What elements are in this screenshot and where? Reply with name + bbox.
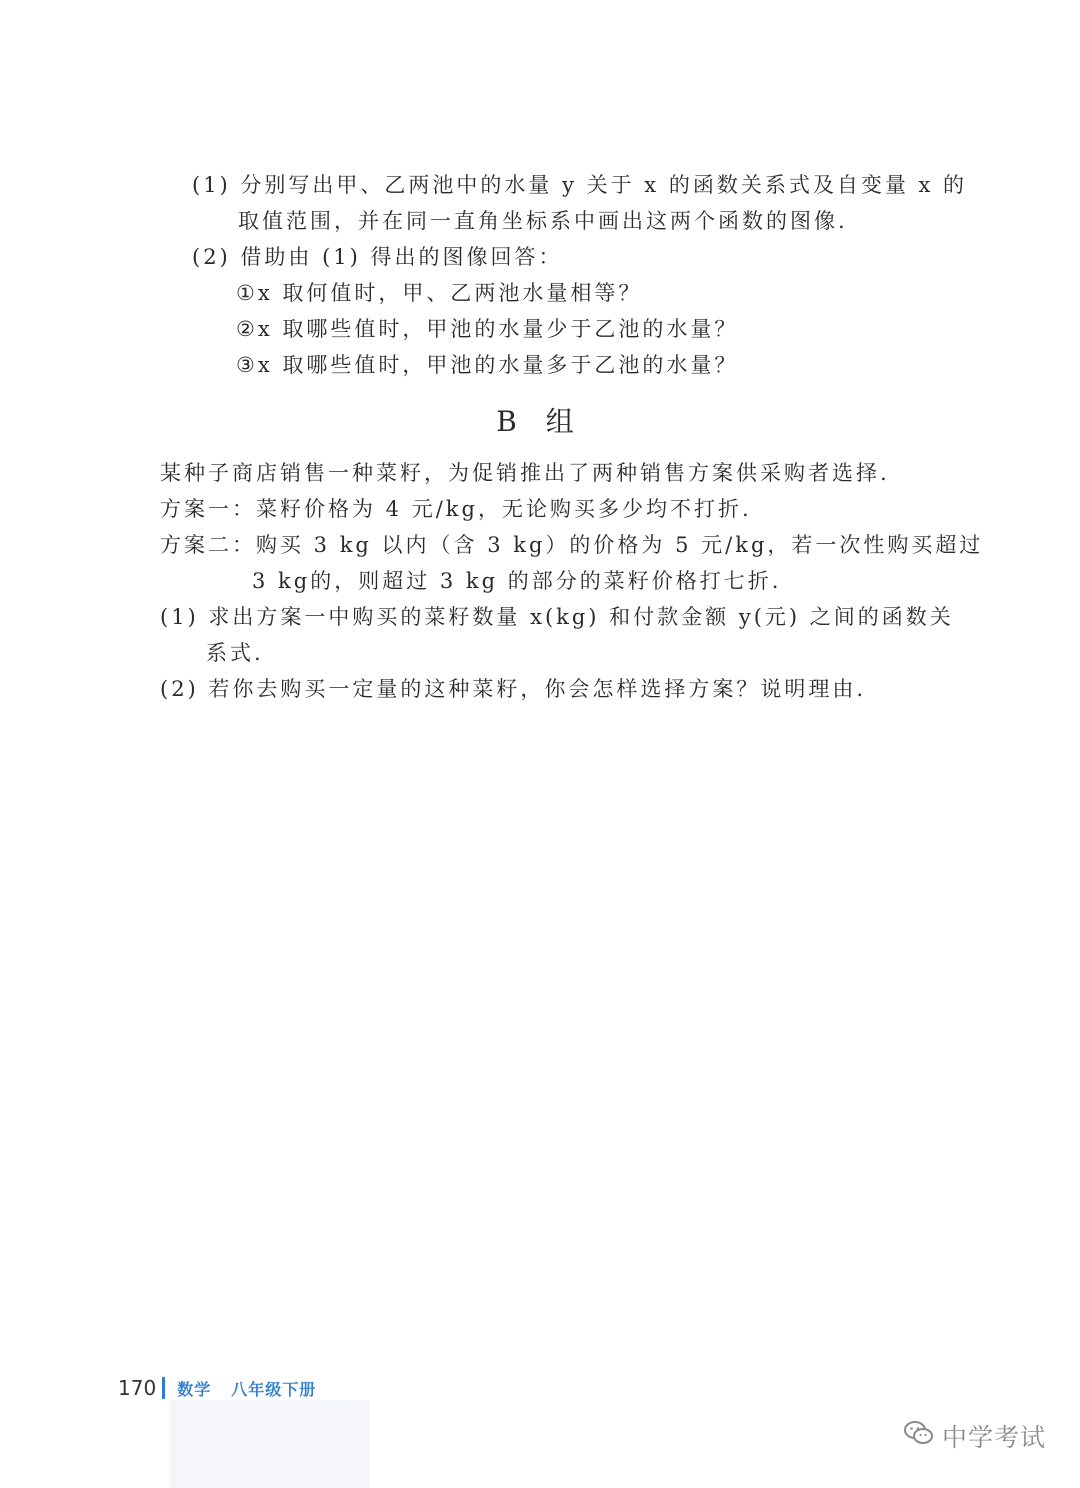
- section-heading-b: B 组: [496, 405, 584, 438]
- part-b-question-1-line-1: (1) 求出方案一中购买的菜籽数量 x(kg) 和付款金额 y(元) 之间的函数关: [160, 605, 954, 629]
- part-b-plan-2-line-1: 方案二：购买 3 kg 以内（含 3 kg）的价格为 5 元/kg，若一次性购买超过: [160, 533, 984, 557]
- footer-shade: [170, 1400, 370, 1488]
- book-subject: 数学: [177, 1379, 212, 1399]
- part-a-question-1-line-2: 取值范围，并在同一直角坐标系中画出这两个函数的图像.: [238, 209, 848, 233]
- wechat-icon: [904, 1420, 942, 1452]
- page-footer: [118, 1376, 316, 1400]
- part-b-plan-2-line-2: 3 kg的，则超过 3 kg 的部分的菜籽价格打七折.: [252, 569, 782, 593]
- watermark: [904, 1418, 1046, 1454]
- part-a-question-2-sub-2: ②x 取哪些值时，甲池的水量少于乙池的水量？: [236, 317, 739, 341]
- page-number: 170: [118, 1376, 157, 1400]
- part-b-question-2: (2) 若你去购买一定量的这种菜籽，你会怎样选择方案？说明理由.: [160, 677, 867, 701]
- part-a-question-2-sub-3: ③x 取哪些值时，甲池的水量多于乙池的水量？: [236, 353, 739, 377]
- footer-divider: [162, 1377, 165, 1399]
- book-title: [177, 1377, 316, 1400]
- watermark-text: 中学考试: [941, 1423, 1046, 1452]
- part-b-intro: 某种子商店销售一种菜籽，为促销推出了两种销售方案供采购者选择.: [160, 461, 890, 485]
- part-b-question-1-line-2: 系式.: [206, 641, 264, 665]
- part-a-question-2-line-1: (2) 借助由 (1) 得出的图像回答：: [192, 245, 563, 269]
- part-a-question-2-sub-1: ①x 取何值时，甲、乙两池水量相等？: [236, 281, 643, 305]
- part-b-plan-1: 方案一：菜籽价格为 4 元/kg，无论购买多少均不打折.: [160, 497, 752, 521]
- part-a-question-1-line-1: (1) 分别写出甲、乙两池中的水量 y 关于 x 的函数关系式及自变量 x 的: [192, 173, 968, 197]
- book-grade: 八年级下册: [231, 1379, 317, 1399]
